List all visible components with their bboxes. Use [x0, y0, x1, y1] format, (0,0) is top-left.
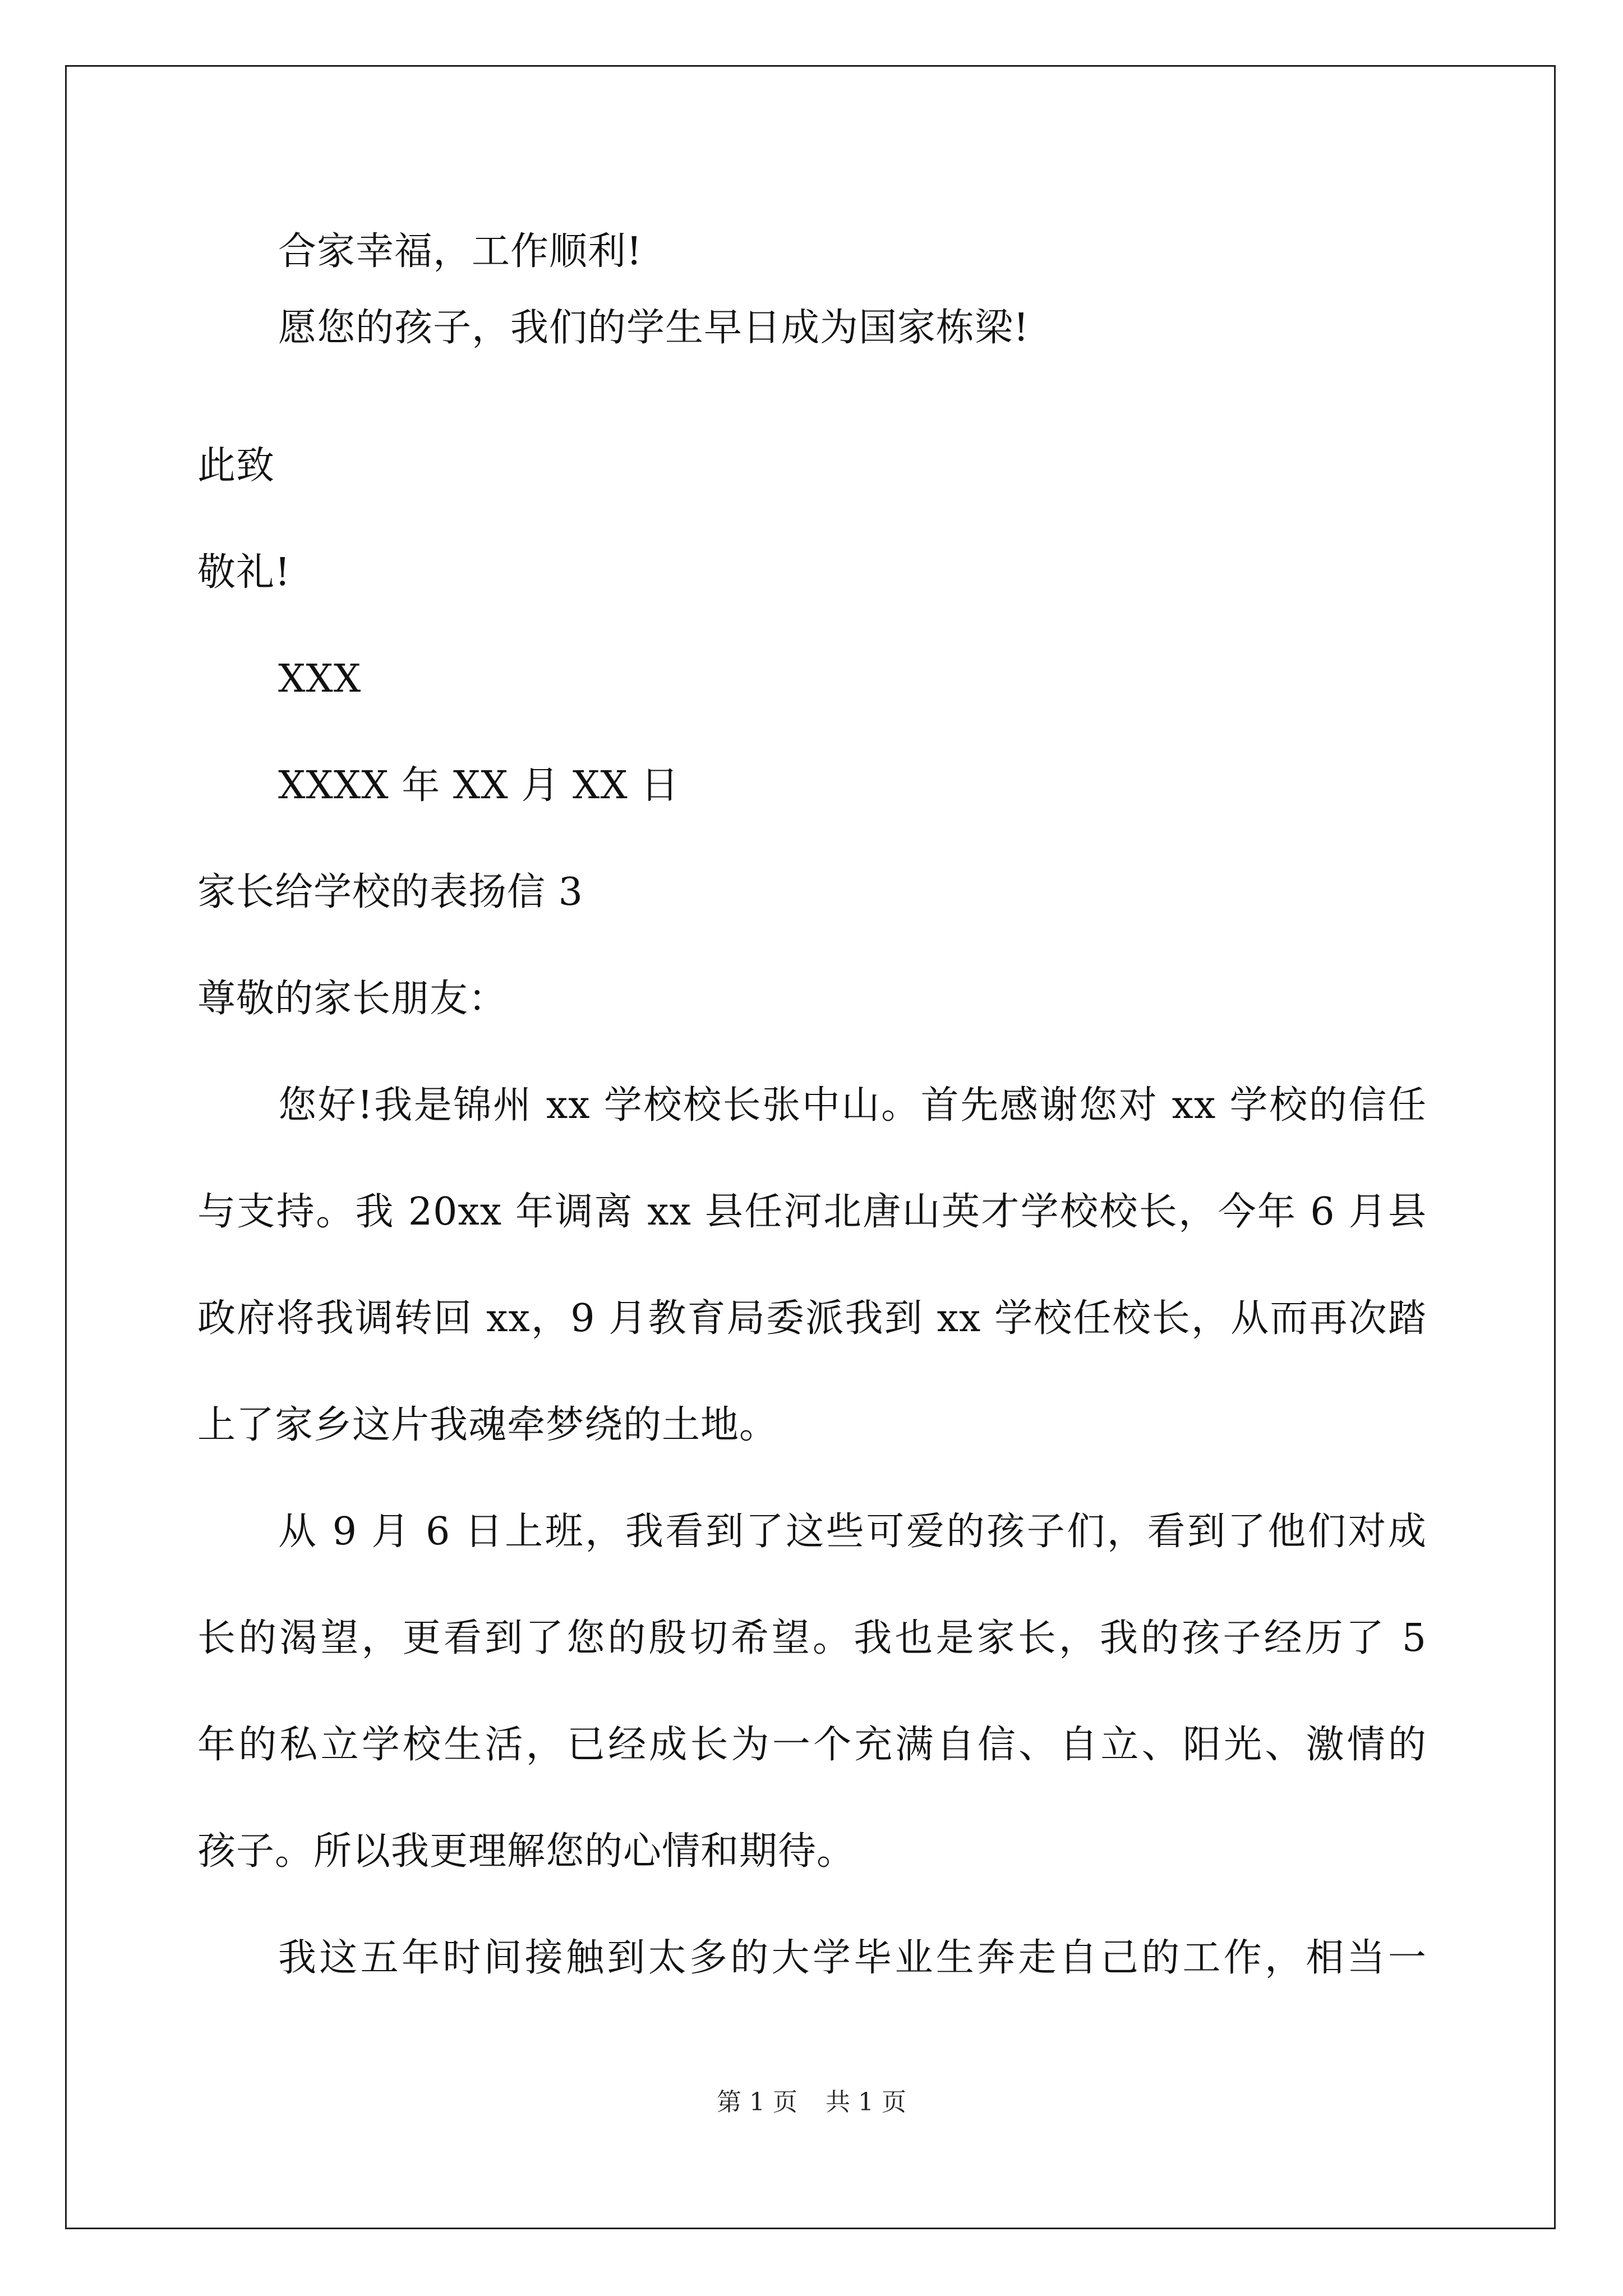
paragraph-line: 年的私立学校生活，已经成长为一个充满自信、自立、阳光、激情的	[197, 1723, 1427, 1767]
closing-wish-line: 合家幸福，工作顺利!	[278, 229, 643, 274]
paragraph-line: 政府将我调转回 xx，9 月教育局委派我到 xx 学校任校长，从而再次踏	[197, 1296, 1427, 1341]
page-footer	[0, 2086, 1623, 2119]
paragraph-line: 上了家乡这片我魂牵梦绕的土地。	[197, 1403, 778, 1447]
letter-title: 家长给学校的表扬信 3	[197, 870, 583, 914]
closing-wish-line: 愿您的孩子，我们的学生早日成为国家栋梁!	[278, 306, 1030, 350]
page-number: 第 1 页	[717, 2088, 797, 2116]
greeting-line: 尊敬的家长朋友：	[197, 977, 508, 1021]
paragraph-line: 与支持。我 20xx 年调离 xx 县任河北唐山英才学校校长，今年 6 月县	[197, 1190, 1427, 1234]
paragraph-line: 我这五年时间接触到太多的大学毕业生奔走自己的工作，相当一	[278, 1936, 1427, 1980]
page-border	[65, 65, 1556, 2229]
paragraph-line: 长的渴望，更看到了您的殷切希望。我也是家长，我的孩子经历了 5	[197, 1616, 1427, 1660]
paragraph-line: 您好!我是锦州 xx 学校校长张中山。首先感谢您对 xx 学校的信任	[278, 1083, 1427, 1128]
salutation-line: 此致	[197, 444, 275, 488]
signature-name: XXX	[278, 657, 362, 701]
salutation-line: 敬礼!	[197, 550, 291, 595]
paragraph-line: 从 9 月 6 日上班，我看到了这些可爱的孩子们，看到了他们对成	[278, 1510, 1427, 1554]
paragraph-line: 孩子。所以我更理解您的心情和期待。	[197, 1829, 856, 1874]
signature-date: XXXX 年 XX 月 XX 日	[278, 763, 680, 808]
page-total: 共 1 页	[826, 2088, 906, 2116]
